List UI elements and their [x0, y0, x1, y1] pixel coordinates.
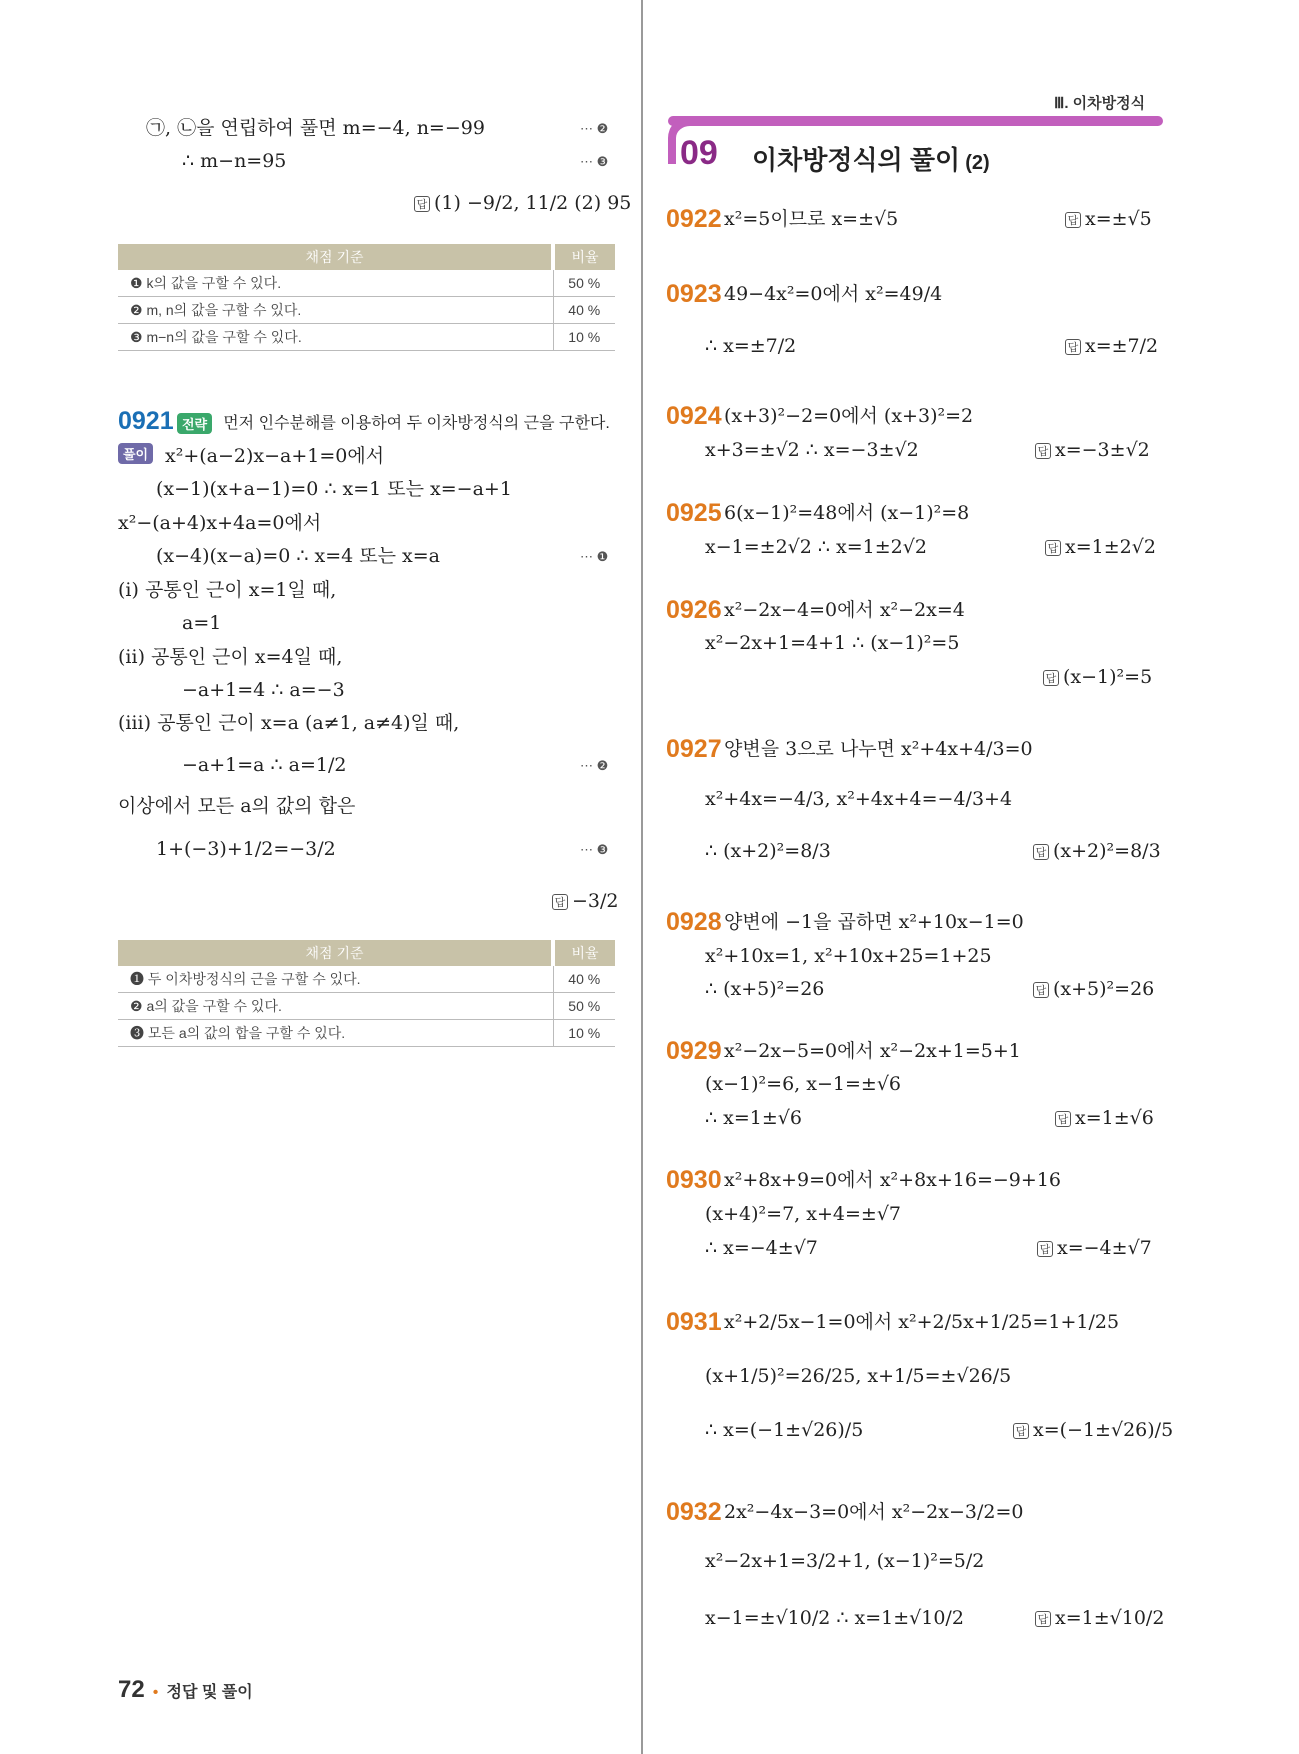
answer-icon: 답 [1035, 1611, 1051, 1627]
text-line: x²+2/5x−1=0에서 x²+2/5x+1/25=1+1/25 [724, 1311, 1120, 1333]
grading-pct: 10 % [553, 1020, 615, 1047]
grading-item: ❶ k의 값을 구할 수 있다. [118, 270, 553, 297]
answer-line [1013, 1417, 1173, 1443]
answer-text: x=±√5 [1085, 208, 1152, 230]
grading-pct: 40 % [553, 966, 615, 993]
answer-line [1065, 333, 1158, 359]
answer-text: x=1±√10/2 [1055, 1607, 1165, 1629]
answer-text: (x−1)²=5 [1063, 666, 1153, 688]
chapter-label: Ⅲ. 이차방정식 [1054, 95, 1146, 112]
text-line: ∴ x=−4±√7 [705, 1237, 818, 1259]
text-line: 2x²−4x−3=0에서 x²−2x−3/2=0 [724, 1501, 1024, 1523]
answer-line [1035, 1605, 1164, 1631]
text-line: 1+(−3)+1/2=−3/2 [156, 838, 336, 860]
answer-icon: 답 [1033, 982, 1049, 998]
answer-line [1055, 1105, 1154, 1131]
text-line: 49−4x²=0에서 x²=49/4 [724, 283, 943, 305]
solution-tag: 풀이 [118, 443, 153, 464]
text-line: (ⅱ) 공통인 근이 x=4일 때, [118, 646, 343, 668]
answer-text: x=(−1±√26)/5 [1033, 1419, 1174, 1441]
text-line: ∴ x=±7/2 [705, 335, 797, 357]
problem-number: 0923 [666, 280, 722, 308]
column-divider [641, 0, 643, 1754]
problem-number: 0929 [666, 1037, 722, 1065]
section-sub: (2) [965, 152, 990, 174]
answer-text: −3/2 [572, 890, 619, 912]
problem-number: 0926 [666, 596, 722, 624]
section-title: 이차방정식의 풀이 [752, 145, 961, 175]
text-line: (ⅰ) 공통인 근이 x=1일 때, [118, 579, 337, 601]
grading-item: ❸ m−n의 값을 구할 수 있다. [118, 324, 553, 351]
answer-icon: 답 [1037, 1241, 1053, 1257]
text-line: ∴ x=(−1±√26)/5 [705, 1419, 864, 1441]
problem-number: 0928 [666, 908, 722, 936]
text-line: x²+8x+9=0에서 x²+8x+16=−9+16 [724, 1169, 1061, 1191]
footer-text: 정답 및 풀이 [166, 1684, 253, 1701]
text-line: x²−2x+1=4+1 ∴ (x−1)²=5 [705, 632, 960, 654]
text-line: (x−1)²=6, x−1=±√6 [705, 1073, 902, 1095]
text-line: ∴ m−n=95 [182, 150, 287, 172]
problem-number: 0924 [666, 402, 722, 430]
grading-pct: 40 % [553, 297, 615, 324]
grading-header: 채점 기준 [118, 940, 553, 966]
answer-text: x=±7/2 [1085, 335, 1159, 357]
problem-number: 0925 [666, 499, 722, 527]
text-line: x−1=±√10/2 ∴ x=1±√10/2 [705, 1607, 964, 1629]
footer-bullet: • [152, 1684, 159, 1701]
text-line: ∴ x=1±√6 [705, 1107, 802, 1129]
strategy-line [177, 410, 610, 434]
text-line: 이상에서 모든 a의 값의 합은 [118, 795, 356, 817]
answer-text: x=1±√6 [1075, 1107, 1154, 1129]
problem-number: 0932 [666, 1498, 722, 1526]
problem-number: 0930 [666, 1166, 722, 1194]
text-line: x²−(a+4)x+4a=0에서 [118, 512, 322, 534]
answer-icon: 답 [1055, 1111, 1071, 1127]
grading-pct: 50 % [553, 270, 615, 297]
step-marker: ⋯ ❷ [580, 121, 609, 136]
grading-header: 채점 기준 [118, 244, 553, 270]
grading-header-ratio: 비율 [553, 244, 615, 270]
page-footer [118, 1676, 253, 1704]
answer-icon: 답 [1013, 1423, 1029, 1439]
strategy-text: 먼저 인수분해를 이용하여 두 이차방정식의 근을 구한다. [223, 415, 610, 432]
answer-icon: 답 [1045, 540, 1061, 556]
answer-icon: 답 [1065, 339, 1081, 355]
text-line: (x+3)²−2=0에서 (x+3)²=2 [724, 405, 974, 427]
answer-line [1035, 437, 1150, 463]
text-line: (x+4)²=7, x+4=±√7 [705, 1203, 902, 1225]
step-marker: ⋯ ❶ [580, 549, 609, 564]
text-line: x+3=±√2 ∴ x=−3±√2 [705, 439, 919, 461]
answer-icon: 답 [1065, 212, 1081, 228]
answer-line [1033, 838, 1161, 864]
grading-table-1 [118, 244, 615, 351]
answer-text: x=−4±√7 [1057, 1237, 1152, 1259]
text-line: (ⅲ) 공통인 근이 x=a (a≠1, a≠4)일 때, [118, 712, 460, 734]
step-marker: ⋯ ❸ [580, 842, 609, 857]
text-line: x²−2x−5=0에서 x²−2x+1=5+1 [724, 1040, 1021, 1062]
answer-icon: 답 [1043, 670, 1059, 686]
answer-text: (x+5)²=26 [1053, 978, 1155, 1000]
answer-icon: 답 [1035, 443, 1051, 459]
text-line: x²+4x=−4/3, x²+4x+4=−4/3+4 [705, 788, 1013, 810]
page-number: 72 [118, 1676, 145, 1703]
answer-line [1045, 534, 1156, 560]
text-line: 6(x−1)²=48에서 (x−1)²=8 [724, 502, 970, 524]
answer-icon: 답 [1033, 844, 1049, 860]
answer-line [1043, 664, 1152, 690]
text-line: ㉠, ㉡을 연립하여 풀면 m=−4, n=−99 [146, 117, 485, 139]
grading-item: ❶ 두 이차방정식의 근을 구할 수 있다. [118, 966, 553, 993]
answer-icon: 답 [414, 196, 430, 212]
problem-number: 0922 [666, 205, 722, 233]
grading-item: ❸ 모든 a의 값의 합을 구할 수 있다. [118, 1020, 553, 1047]
answer-line [1033, 976, 1154, 1002]
grading-pct: 10 % [553, 324, 615, 351]
step-marker: ⋯ ❸ [580, 154, 609, 169]
answer-line [1065, 206, 1152, 232]
grading-header-ratio: 비율 [553, 940, 615, 966]
text-line: 양변을 3으로 나누면 x²+4x+4/3=0 [724, 738, 1033, 760]
text-line: (x−1)(x+a−1)=0 ∴ x=1 또는 x=−a+1 [156, 478, 512, 500]
grading-item: ❷ m, n의 값을 구할 수 있다. [118, 297, 553, 324]
text-line: x²−2x+1=3/2+1, (x−1)²=5/2 [705, 1550, 985, 1572]
text-line: x²−2x−4=0에서 x²−2x=4 [724, 599, 965, 621]
answer-line [414, 190, 631, 216]
answer-icon: 답 [552, 894, 568, 910]
answer-line [1037, 1235, 1152, 1261]
text-line: x²+(a−2)x−a+1=0에서 [165, 445, 385, 467]
text-line: x²+10x=1, x²+10x+25=1+25 [705, 945, 992, 967]
grading-pct: 50 % [553, 993, 615, 1020]
section-number: 09 [680, 134, 718, 172]
grading-table-2 [118, 940, 615, 1047]
text-line: x−1=±2√2 ∴ x=1±2√2 [705, 536, 927, 558]
solution-tag-wrap [118, 443, 153, 464]
section-bar [668, 116, 1163, 126]
strategy-tag: 전략 [177, 413, 212, 434]
text-line: −a+1=a ∴ a=1/2 [182, 754, 347, 776]
grading-item: ❷ a의 값을 구할 수 있다. [118, 993, 553, 1020]
answer-text: (1) −9/2, 11/2 (2) 95 [434, 192, 632, 214]
text-line: −a+1=4 ∴ a=−3 [182, 679, 345, 701]
answer-text: x=1±2√2 [1065, 536, 1156, 558]
text-line: 양변에 −1을 곱하면 x²+10x−1=0 [724, 911, 1024, 933]
text-line: x²=5이므로 x=±√5 [724, 208, 899, 230]
text-line: (x−4)(x−a)=0 ∴ x=4 또는 x=a [156, 545, 440, 567]
answer-text: (x+2)²=8/3 [1053, 840, 1161, 862]
text-line: ∴ (x+5)²=26 [705, 978, 825, 1000]
text-line: a=1 [182, 612, 222, 634]
section-title-wrap [752, 140, 990, 177]
step-marker: ⋯ ❷ [580, 758, 609, 773]
answer-line [552, 888, 619, 914]
problem-number: 0931 [666, 1308, 722, 1336]
problem-number: 0927 [666, 735, 722, 763]
answer-text: x=−3±√2 [1055, 439, 1150, 461]
problem-number: 0921 [118, 407, 174, 435]
text-line: ∴ (x+2)²=8/3 [705, 840, 831, 862]
text-line: (x+1/5)²=26/25, x+1/5=±√26/5 [705, 1365, 1012, 1387]
